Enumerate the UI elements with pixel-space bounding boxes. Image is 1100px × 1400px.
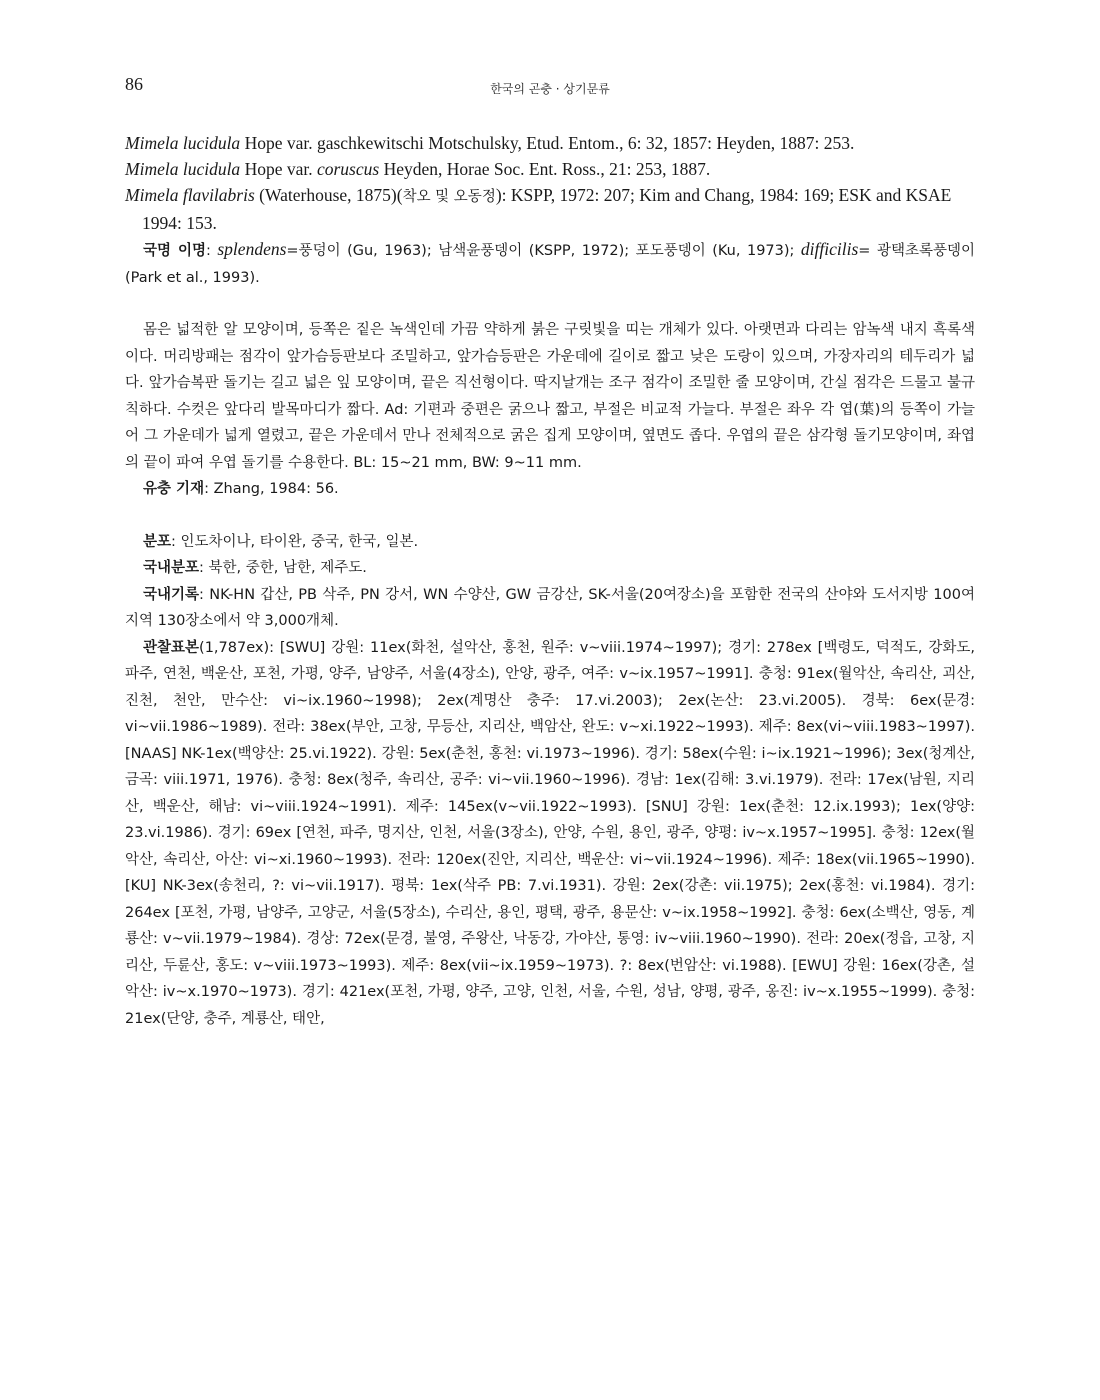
- domestic-records-label: 국내기록: [143, 586, 200, 603]
- main-content: [125, 130, 975, 1032]
- synonym-author: (Waterhouse, 1875)(: [254, 185, 403, 205]
- running-title: 한국의 곤충 · 상기문류: [490, 82, 610, 96]
- specimens-text: (1,787ex): [SWU] 강원: 11ex(화천, 설악산, 홍천, 원주: v~viii.1974~1997); 경기: 278ex [백령도, 덕적도, 강화도, 파주, 연천, 백운산, 포천, 가평, 양주, 남양주, 서울(4장소), 안양, 광주, 여주: v~ix.1957~1991]. 충청: 91ex(월악산, 속리산, 괴산, 진천, 천안, 만수산: vi~ix.1960~1998); 2ex(계명산 충주: 17.vi.2003); 2ex(논산: 23.vi.2005). 경북: 6ex(문경: vi~vii.1986~1989). 전라: 38ex(부안, 고창, 무등산, 지리산, 백암산, 완도: v~xi.1922~1993). 제주: 8ex(vi~viii.1983~1997). [NAAS] NK-1ex(백양산: 25.vi.1922). 강원: 5ex(춘천, 홍천: vi.1973~1996). 경기: 58ex(수원: i~ix.1921~1996); 3ex(청계산, 금곡: viii.1971, 1976). 충청: 8ex(청주, 속리산, 공주: vi~vii.1960~1996). 경남: 1ex(김해: 3.vi.1979). 전라: 17ex(남원, 지리산, 백운산, 해남: vi~viii.1924~1991). 제주: 145ex(v~vii.1922~1993). [SNU] 강원: 1ex(춘천: 12.ix.1993); 1ex(양양: 23.vi.1986). 경기: 69ex [연천, 파주, 명지산, 인천, 서울(3장소), 안양, 수원, 용인, 광주, 양평: iv~x.1957~1995]. 충청: 12ex(월악산, 속리산, 아산: vi~xi.1960~1993). 전라: 120ex(진안, 지리산, 백운산: vi~vii.1924~1996). 제주: 18ex(vii.1965~1990). [KU] NK-3ex(송천리, ?: vi~vii.1917). 평북: 1ex(삭주 PB: 7.vi.1931). 강원: 2ex(강촌: vii.1975); 2ex(홍천: vi.1984). 경기: 264ex [포천, 가평, 남양주, 고양군, 서울(5장소), 수리산, 용인, 평택, 광주, 용문산: v~ix.1958~1992]. 충청: 6ex(소백산, 영동, 계룡산: v~vii.1979~1984). 경상: 72ex(문경, 불영, 주왕산, 낙동강, 가야산, 통영: iv~viii.1960~1990). 전라: 20ex(정읍, 고창, 지리산, 두륜산, 홍도: v~viii.1973~1993). 제주: 8ex(vii~ix.1959~1973). ?: 8ex(번암산: vi.1988). [EWU] 강원: 16ex(강촌, 설악산: iv~x.1970~1973). 경기: 421ex(포천, 가평, 양주, 고양, 인천, 서울, 수원, 성남, 양평, 광주, 옹진: iv~x.1955~1999). 충청: 21ex(단양, 충주, 계룡산, 태안,: [125, 639, 975, 1027]
- taxon-name: Mimela lucidula: [125, 133, 241, 153]
- synonym-entry: [125, 130, 975, 156]
- variety-name: coruscus: [316, 159, 380, 179]
- synonym-entry: [125, 182, 975, 236]
- larva-label: 유충 기재: [143, 481, 205, 497]
- synonym-entry: [125, 156, 975, 182]
- synonym-citation: ): KSPP, 1972: 207; Kim and Chang, 1984: 169; ESK and KSAE 1994: 153.: [142, 185, 952, 233]
- distribution-paragraph: [125, 529, 975, 556]
- page-number: 86: [125, 74, 143, 94]
- korean-names-paragraph: [125, 236, 975, 291]
- korean-names-sep: :: [205, 243, 218, 259]
- domestic-records-paragraph: [125, 582, 975, 635]
- section-gap: [125, 503, 975, 529]
- korean-names-text: =풍덩이 (Gu, 1963); 남색윤풍뎅이 (KSPP, 1972); 포도풍뎅이 (Ku, 1973);: [286, 243, 801, 259]
- taxon-name: Mimela flavilabris: [125, 185, 255, 205]
- taxon-name: Mimela lucidula: [125, 159, 241, 179]
- description-paragraph: 몸은 넓적한 알 모양이며, 등쪽은 짙은 녹색인데 가끔 약하게 붉은 구릿빛을 띠는 개체가 있다. 아랫면과 다리는 암녹색 내지 흑록색이다. 머리방패는 점각이 앞가슴등판보다 조밀하고, 앞가슴등판은 가운데에 길이로 짧고 낮은 도랑이 있으며, 가장자리의 테두리가 넓다. 앞가슴복판 돌기는 길고 넓은 잎 모양이며, 끝은 직선형이다. 딱지날개는 조구 점각이 조밀한 줄 모양이며, 간실 점각은 드물고 불규칙하다. 수컷은 앞다리 발목마디가 짧다. Ad: 기편과 중편은 굵으나 짧고, 부절은 비교적 가늘다. 부절은 좌우 각 엽(葉)의 등쪽이 가늘어 그 가운데가 넓게 열렸고, 끝은 가운데서 만나 전체적으로 굵은 집게 모양이며, 옆면도 좁다. 우엽의 끝은 삼각형 돌기모양이며, 좌엽의 끝이 파여 우엽 돌기를 수용한다. BL: 15~21 mm, BW: 9~11 mm.: [125, 322, 975, 471]
- species-epithet: splendens: [217, 239, 287, 259]
- distribution-text: : 인도차이나, 타이완, 중국, 한국, 일본.: [171, 533, 419, 550]
- larva-paragraph: [125, 476, 975, 503]
- specimens-label: 관찰표본: [143, 639, 200, 656]
- korean-names-text: = 광택초록풍뎅이 (Park et al., 1993).: [125, 243, 975, 286]
- distribution-label: 분포: [143, 533, 172, 550]
- domestic-records-text: : NK-HN 갑산, PB 삭주, PN 강서, WN 수양산, GW 금강산, SK-서울(20여장소)을 포함한 전국의 산야와 도서지방 100여 지역 130장소에서 약 3,000개체.: [125, 586, 975, 629]
- larva-text: : Zhang, 1984: 56.: [204, 481, 339, 497]
- domestic-distribution-text: : 북한, 중한, 남한, 제주도.: [199, 560, 367, 576]
- synonym-citation: Hope var. gaschkewitschi Motschulsky, Etud. Entom., 6: 32, 1857: Heyden, 1887: 253.: [240, 133, 855, 153]
- korean-names-label: 국명 이명: [143, 243, 206, 259]
- synonym-rank: Hope var.: [240, 159, 317, 179]
- species-epithet: difficilis: [800, 239, 859, 259]
- synonym-citation: Heyden, Horae Soc. Ent. Ross., 21: 253, 1887.: [379, 159, 711, 179]
- section-gap: [125, 291, 975, 317]
- domestic-distribution-label: 국내분포: [143, 560, 200, 576]
- synonym-note: 착오 및 오동정: [402, 189, 496, 205]
- specimens-paragraph: [125, 635, 975, 1033]
- domestic-distribution-paragraph: [125, 555, 975, 582]
